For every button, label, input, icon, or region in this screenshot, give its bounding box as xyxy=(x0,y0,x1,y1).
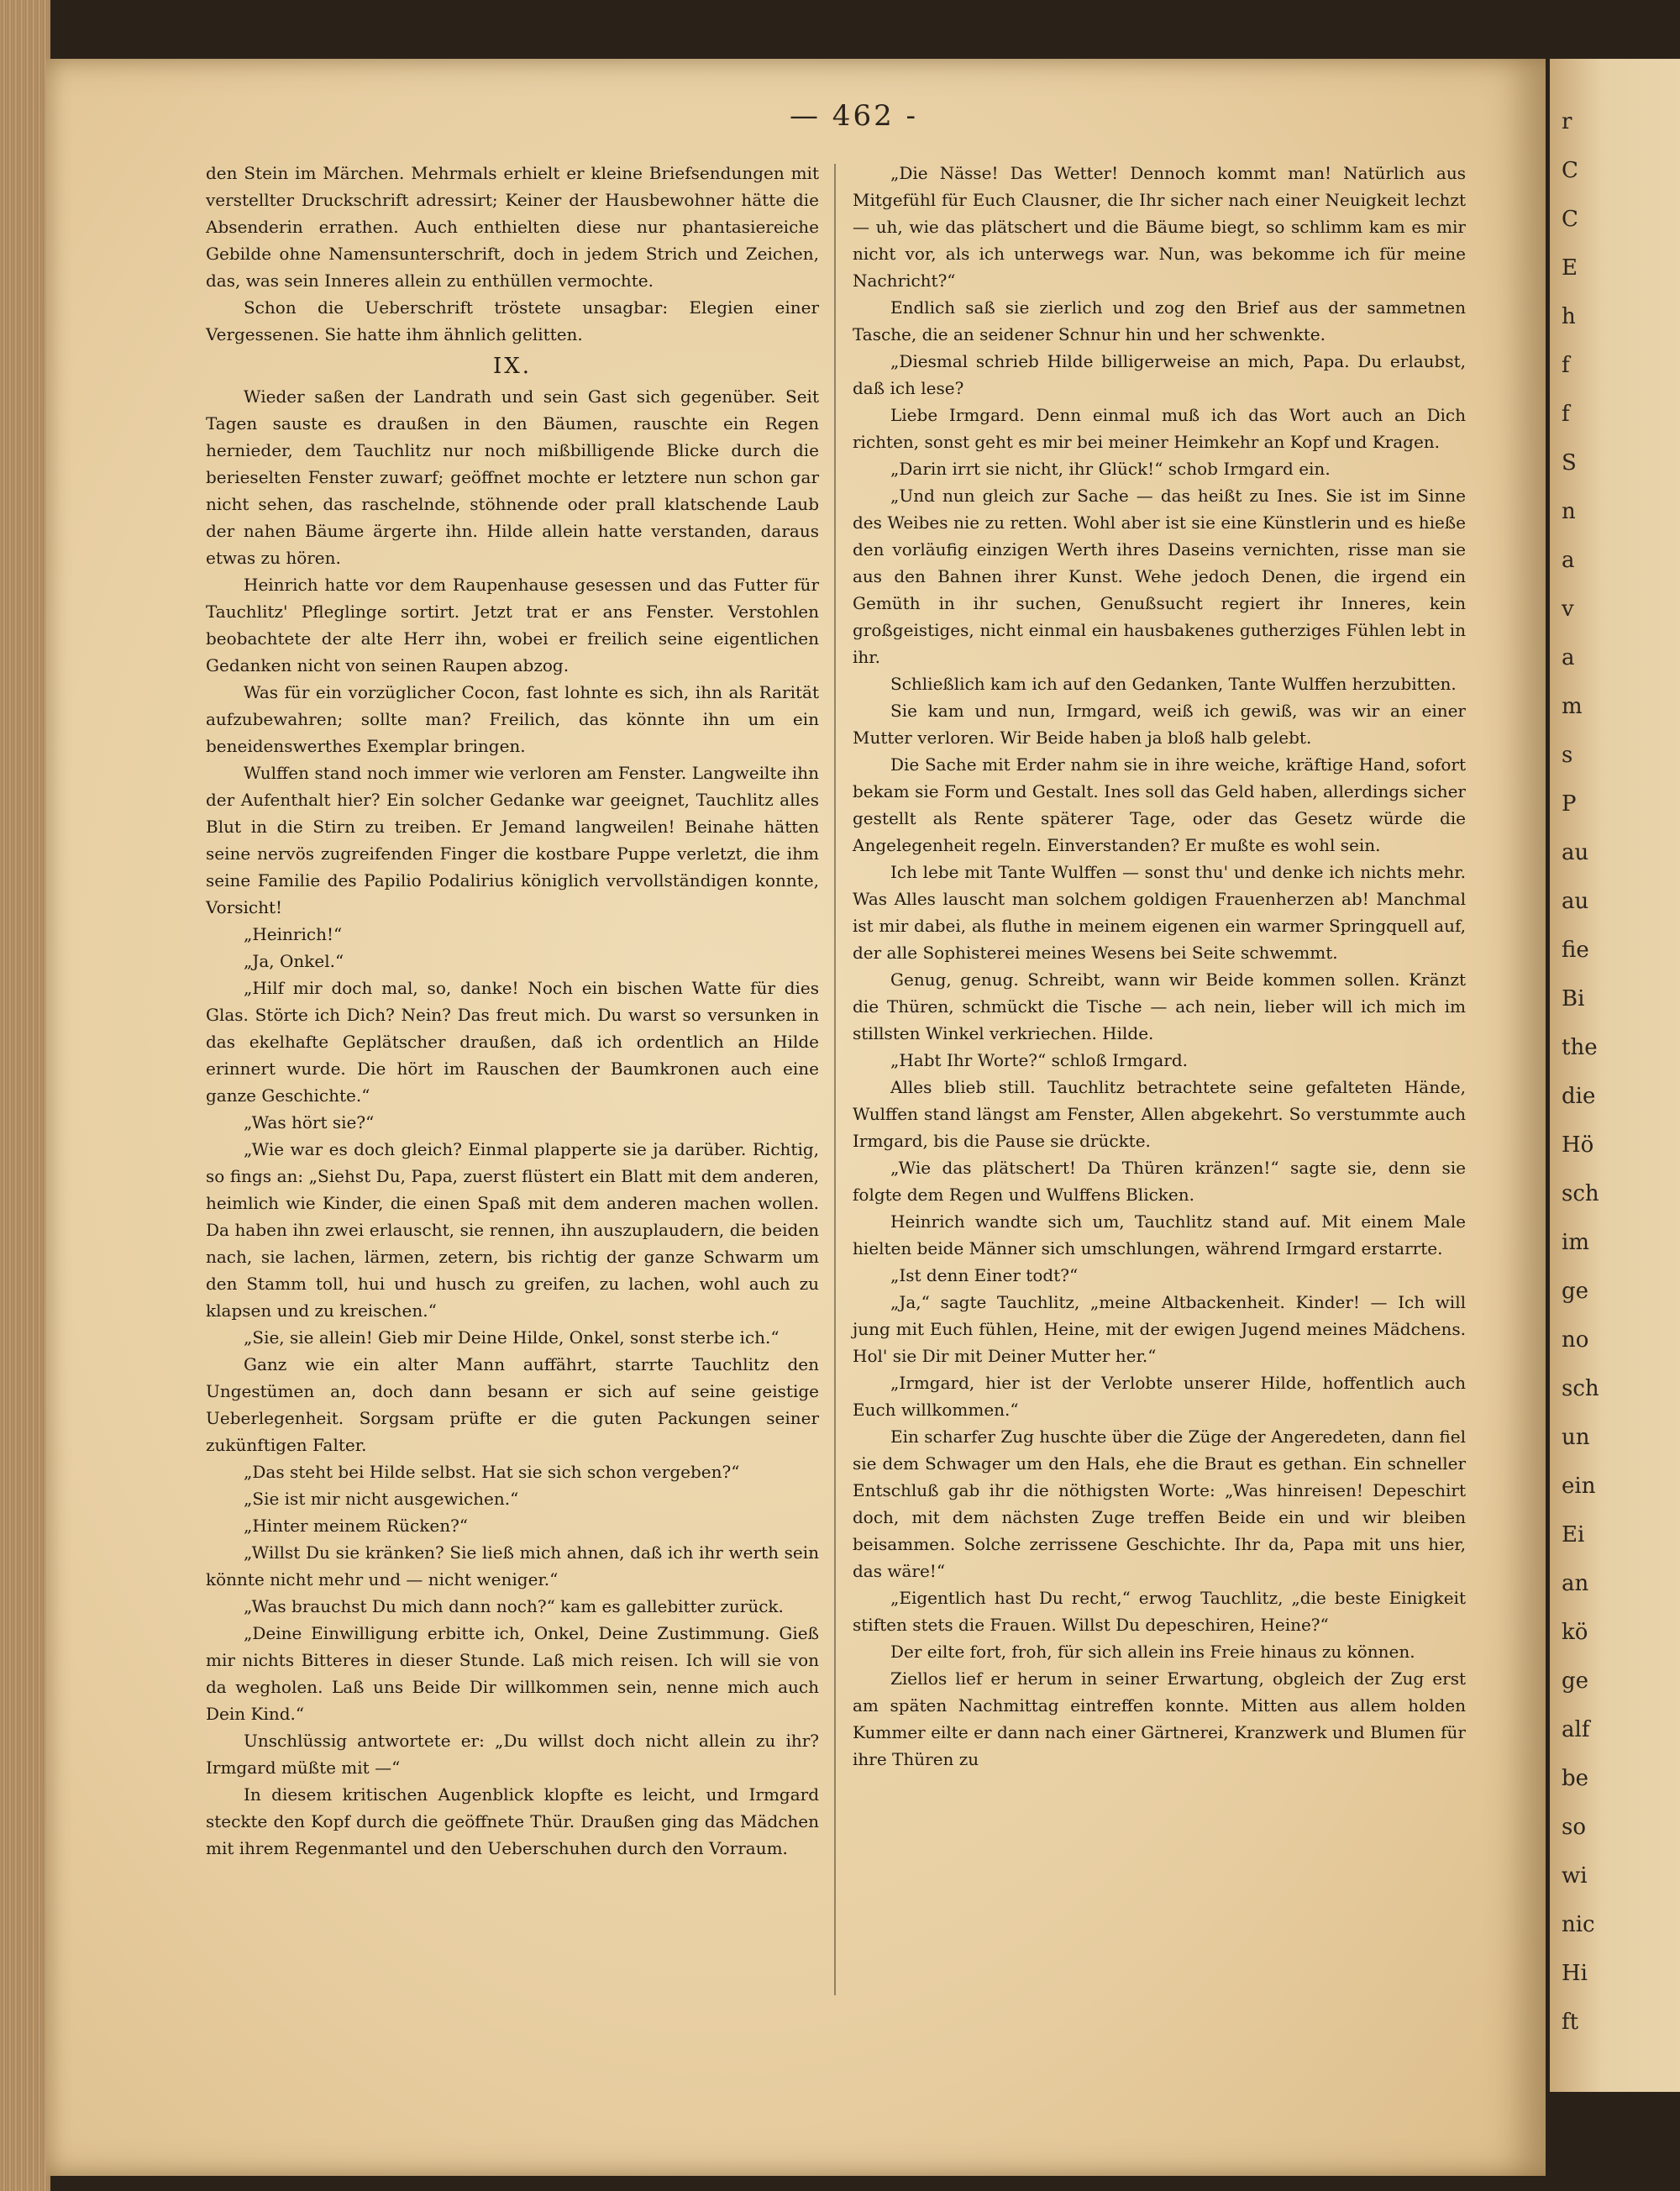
paragraph: den Stein im Märchen. Mehrmals erhielt er kleine Briefsendungen mit verstellter Druckschrift adressirt; Keiner der Hausbewohner hätte die Absenderin errathen. Auch enthielten diese nur phantasiereiche Gebilde ohne Namensunterschrift, doch in jedem Strich und Zeichen, das, was sein Inneres allein zu enthüllen vermochte. xyxy=(206,163,819,291)
next-page-fragment: the xyxy=(1562,1035,1598,1060)
paragraph: „Das steht bei Hilde selbst. Hat sie sich schon vergeben?“ xyxy=(244,1462,740,1482)
paragraph: Alles blieb still. Tauchlitz betrachtete seine gefalteten Hände, Wulffen stand längst am Fenster, Allen abgekehrt. So verstummte auch Irmgard, bis die Pause sie drückte. xyxy=(853,1077,1466,1151)
next-page-fragment: ft xyxy=(1562,2010,1579,2035)
next-page-fragment: im xyxy=(1562,1230,1589,1255)
next-page-fragment: v xyxy=(1562,596,1574,622)
next-page-fragment: a xyxy=(1562,548,1575,573)
paragraph: Wulffen stand noch immer wie verloren am Fenster. Langweilte ihn der Aufenthalt hier? Ein solcher Gedanke war geeignet, Tauchlitz alles Blut in die Stirn zu treiben. Er Jemand langweilen! Beinahe hätten seine nervös zugreifenden Finger die kostbare Puppe verletzt, die ihm seine Familie des Papilio Podalirius königlich vervollständigen konnte, Vorsicht! xyxy=(206,763,819,917)
next-page-fragment: Hö xyxy=(1562,1132,1594,1158)
next-page-fragment: ge xyxy=(1562,1279,1589,1304)
next-page-fragment: be xyxy=(1562,1766,1589,1791)
next-page-fragment: f xyxy=(1562,402,1570,427)
paragraph: Was für ein vorzüglicher Cocon, fast lohnte es sich, ihn als Rarität aufzubewahren; sollte man? Freilich, das könnte ihn um ein beneidenswerthes Exemplar bringen. xyxy=(206,682,819,756)
next-page-fragment: so xyxy=(1562,1815,1586,1840)
paragraph: „Ja,“ sagte Tauchlitz, „meine Altbackenheit. Kinder! — Ich will jung mit Euch fühlen, Heine, mit der ewigen Jugend meines Mädchens. Hol' sie Dir mit Deiner Mutter her.“ xyxy=(853,1292,1466,1366)
paragraph: „Habt Ihr Worte?“ schloß Irmgard. xyxy=(890,1050,1188,1070)
paragraph: Unschlüssig antwortete er: „Du willst doch nicht allein zu ihr? Irmgard müßte mit —“ xyxy=(206,1731,819,1778)
next-page-sliver xyxy=(1550,59,1680,2092)
next-page-fragment: wi xyxy=(1562,1863,1588,1889)
next-page-fragment: alf xyxy=(1562,1717,1590,1742)
paragraph: Heinrich hatte vor dem Raupenhause gesessen und das Futter für Tauchlitz' Pfleglinge sortirt. Jetzt trat er ans Fenster. Verstohlen beobachtete der alte Herr ihn, wobei er freilich seine eigentlichen Gedanken nicht von seinen Raupen abzog. xyxy=(206,575,819,675)
paragraph: „Sie, sie allein! Gieb mir Deine Hilde, Onkel, sonst sterbe ich.“ xyxy=(244,1327,780,1348)
paragraph: Endlich saß sie zierlich und zog den Brief aus der sammetnen Tasche, die an seidener Schnur hin und her schwenkte. xyxy=(853,297,1466,344)
paragraph: Genug, genug. Schreibt, wann wir Beide kommen sollen. Kränzt die Thüren, schmückt die Tische — ach nein, lieber will ich mich im stillsten Winkel verkriechen. Hilde. xyxy=(853,969,1466,1043)
paragraph: „Ja, Onkel.“ xyxy=(244,951,344,971)
paragraph: Schon die Ueberschrift tröstete unsagbar: Elegien einer Vergessenen. Sie hatte ihm ähnlich gelitten. xyxy=(206,297,819,344)
next-page-fragment: au xyxy=(1562,840,1589,865)
next-page-fragment: un xyxy=(1562,1425,1590,1450)
column-divider xyxy=(834,164,836,1995)
next-page-fragment: n xyxy=(1562,499,1576,524)
next-page-fragment: no xyxy=(1562,1327,1589,1353)
paragraph: Sie kam und nun, Irmgard, weiß ich gewiß, was wir an einer Mutter verloren. Wir Beide haben ja bloß halb gelebt. xyxy=(853,701,1466,748)
next-page-fragment: sch xyxy=(1562,1376,1599,1401)
book-page-edges xyxy=(0,0,50,2191)
next-page-fragment: C xyxy=(1562,207,1578,232)
next-page-fragment: fie xyxy=(1562,938,1589,963)
page-number: — 462 - xyxy=(790,99,918,133)
right-column xyxy=(853,160,1466,1773)
paragraph: Die Sache mit Erder nahm sie in ihre weiche, kräftige Hand, sofort bekam sie Form und Gestalt. Ines soll das Geld haben, allerdings sicher gestellt als Rente späterer Tage, oder das Gesetz würde die Angelegenheit regeln. Einverstanden? Er mußte es wohl sein. xyxy=(853,754,1466,855)
next-page-fragment: an xyxy=(1562,1571,1589,1596)
paragraph: „Und nun gleich zur Sache — das heißt zu Ines. Sie ist im Sinne des Weibes nie zu retten. Wohl aber ist sie eine Künstlerin und es hieße den vorläufig einzigen Werth ihres Daseins vernichten, risse man sie aus den Bahnen ihrer Kunst. Wehe jedoch Denen, die irgend ein Gemüth in ihr suchen, Genußsucht regiert ihr Inneres, kein großgeistiges, nicht einmal ein hausbakenes gutherziges Fühlen lebt in ihr. xyxy=(853,486,1466,667)
next-page-fragment: C xyxy=(1562,158,1578,183)
next-page-fragment: r xyxy=(1562,109,1572,134)
next-page-fragment: E xyxy=(1562,255,1578,281)
paragraph: „Eigentlich hast Du recht,“ erwog Tauchlitz, „die beste Einigkeit stiften stets die Frauen. Willst Du depeschiren, Heine?“ xyxy=(853,1588,1466,1635)
paragraph: „Sie ist mir nicht ausgewichen.“ xyxy=(244,1489,519,1509)
next-page-fragment: ge xyxy=(1562,1668,1589,1694)
next-page-fragment: sch xyxy=(1562,1181,1599,1206)
paragraph: Wieder saßen der Landrath und sein Gast sich gegenüber. Seit Tagen sauste es draußen in den Bäumen, rauschte ein Regen hernieder, dem Tauchlitz nur noch mißbilligende Blicke durch die berieselten Fenster zuwarf; geöffnet mochte er letztere nun schon gar nicht sehen, das raschelnde, stöhnende oder prall klatschende Laub der nahen Bäume ärgerte ihn. Hilde allein hatte verstanden, daraus etwas zu hören. xyxy=(206,386,819,568)
paragraph: „Ist denn Einer todt?“ xyxy=(890,1265,1079,1285)
next-page-fragment: s xyxy=(1562,743,1573,768)
paragraph: Ich lebe mit Tante Wulffen — sonst thu' und denke ich nichts mehr. Was Alles lauscht man solchem goldigen Frauenherzen ab! Manchmal ist mir dabei, als fluthe in meinem eigenen ein warmer Springquell auf, der alle Sophisterei meines Wesens bei Seite schwemmt. xyxy=(853,862,1466,963)
next-page-fragment: Bi xyxy=(1562,986,1585,1011)
next-page-fragment: m xyxy=(1562,694,1583,719)
left-column xyxy=(206,160,819,1862)
next-page-fragment: nic xyxy=(1562,1912,1595,1937)
paragraph: „Die Nässe! Das Wetter! Dennoch kommt man! Natürlich aus Mitgefühl für Euch Clausner, die Ihr sicher nach einer Neuigkeit lechzt — uh, wie das plätschert und die Bäume biegt, so schlimm kam es mir nicht vor, als ich unterwegs war. Nun, was bekomme ich für meine Nachricht?“ xyxy=(853,163,1466,291)
next-page-fragment: a xyxy=(1562,645,1575,670)
paragraph: Ziellos lief er herum in seiner Erwartung, obgleich der Zug erst am späten Nachmittag eintreffen konnte. Mitten aus allem holden Kummer eilte er dann nach einer Gärtnerei, Kranzwerk und Blumen für ihre Thüren zu xyxy=(853,1668,1466,1769)
paragraph: „Wie das plätschert! Da Thüren kränzen!“ sagte sie, denn sie folgte dem Regen und Wulffens Blicken. xyxy=(853,1158,1466,1205)
next-page-fragment: S xyxy=(1562,450,1577,476)
paragraph: „Diesmal schrieb Hilde billigerweise an mich, Papa. Du erlaubst, daß ich lese? xyxy=(853,351,1466,398)
next-page-fragment: h xyxy=(1562,304,1576,329)
paragraph: „Wie war es doch gleich? Einmal plapperte sie ja darüber. Richtig, so fings an: „Siehst Du, Papa, zuerst flüstert ein Blatt mit dem anderen, heimlich wie Kinder, die einen Spaß mit dem anderen machen wollen. Da haben ihn zwei erlauscht, sie rennen, ihn auszuplaudern, die beiden nach, sie lachen, lärmen, zetern, bis richtig der ganze Schwarm um den Stamm toll, hui und husch zu greifen, zu lachen, wohl auch zu klapsen und zu kreischen.“ xyxy=(206,1139,819,1321)
paragraph: „Hilf mir doch mal, so, danke! Noch ein bischen Watte für dies Glas. Störte ich Dich? Nein? Das freut mich. Du warst so versunken in das ekelhafte Geplätscher draußen, daß ich ordentlich an Hilde erinnert wurde. Die hört im Rauschen der Baumkronen auch eine ganze Geschichte.“ xyxy=(206,978,819,1106)
paragraph: „Heinrich!“ xyxy=(244,924,343,944)
paragraph: „Hinter meinem Rücken?“ xyxy=(244,1516,469,1536)
paragraph: „Willst Du sie kränken? Sie ließ mich ahnen, daß ich ihr werth sein könnte nicht mehr und — nicht weniger.“ xyxy=(206,1542,819,1589)
next-page-fragment: Ei xyxy=(1562,1522,1585,1547)
next-page-fragment: f xyxy=(1562,353,1570,378)
next-page-fragment: P xyxy=(1562,791,1577,817)
paragraph: Ein scharfer Zug huschte über die Züge der Angeredeten, dann fiel sie dem Schwager um den Hals, ehe die Braut es gethan. Ein schneller Entschluß gab ihr die nöthigsten Worte: „Was hinreisen! Depeschirt doch, mit dem nächsten Zuge treffen Beide ein und wir bleiben beisammen. Solche zerrissene Geschichte. Ihr da, Papa mit uns hier, das wäre!“ xyxy=(853,1427,1466,1581)
paragraph: Liebe Irmgard. Denn einmal muß ich das Wort auch an Dich richten, sonst geht es mir bei meiner Heimkehr an Kopf und Kragen. xyxy=(853,405,1466,452)
paragraph: Schließlich kam ich auf den Gedanken, Tante Wulffen herzubitten. xyxy=(890,674,1457,694)
paragraph: „Was brauchst Du mich dann noch?“ kam es gallebitter zurück. xyxy=(244,1596,784,1616)
paragraph: „Irmgard, hier ist der Verlobte unserer Hilde, hoffentlich auch Euch willkommen.“ xyxy=(853,1373,1466,1420)
paragraph: „Deine Einwilligung erbitte ich, Onkel, Deine Zustimmung. Gieß mir nichts Bitteres in dieser Stunde. Laß mich reisen. Ich will sie von da wegholen. Laß uns Beide Dir willkommen sein, nenne mich auch Dein Kind.“ xyxy=(206,1623,819,1724)
paragraph: Der eilte fort, froh, für sich allein ins Freie hinaus zu können. xyxy=(890,1642,1415,1662)
next-page-fragment: die xyxy=(1562,1084,1596,1109)
next-page-fragment: ein xyxy=(1562,1474,1596,1499)
paragraph: „Was hört sie?“ xyxy=(244,1112,375,1132)
next-page-fragment: au xyxy=(1562,889,1589,914)
paragraph: Ganz wie ein alter Mann auffährt, starrte Tauchlitz den Ungestümen an, doch dann besann er sich auf seine geistige Ueberlegenheit. Sorgsam prüfte er die guten Packungen seiner zukünftigen Falter. xyxy=(206,1354,819,1455)
next-page-fragment: kö xyxy=(1562,1620,1588,1645)
paragraph: „Darin irrt sie nicht, ihr Glück!“ schob Irmgard ein. xyxy=(890,459,1331,479)
paragraph: In diesem kritischen Augenblick klopfte es leicht, und Irmgard steckte den Kopf durch die geöffnete Thür. Draußen ging das Mädchen mit ihrem Regenmantel und den Ueberschuhen durch den Vorraum. xyxy=(206,1784,819,1858)
next-page-fragment: Hi xyxy=(1562,1961,1588,1986)
paragraph: Heinrich wandte sich um, Tauchlitz stand auf. Mit einem Male hielten beide Männer sich umschlungen, während Irmgard erstarrte. xyxy=(853,1211,1466,1258)
section-heading: IX. xyxy=(492,354,533,379)
